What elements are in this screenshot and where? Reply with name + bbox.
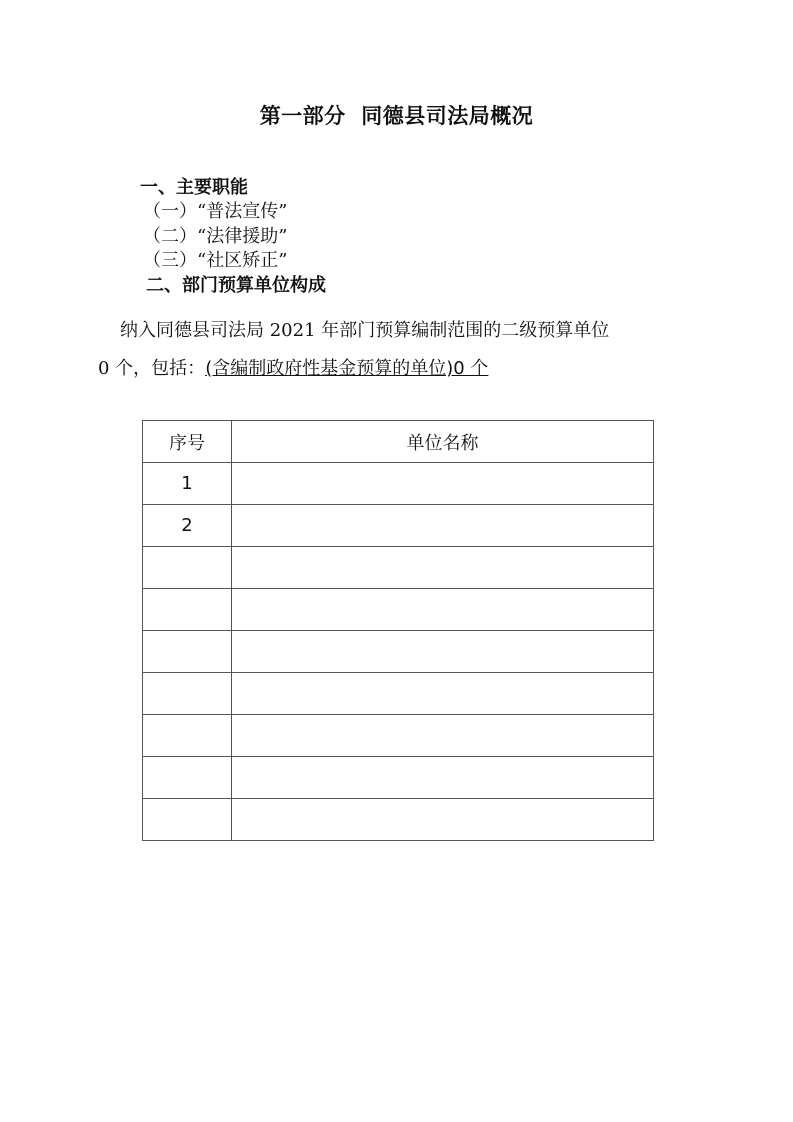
- unit-name-cell: [232, 799, 654, 841]
- row-index-cell: [143, 673, 232, 715]
- table-row: [143, 547, 654, 589]
- paragraph-prefix: 0 个，包括：: [98, 358, 206, 379]
- row-index-cell: [143, 715, 232, 757]
- table-row: [143, 463, 654, 505]
- table-row: [143, 589, 654, 631]
- row-index-cell: [143, 799, 232, 841]
- function-item: （二）“法律援助”: [143, 226, 288, 247]
- row-index-cell: [143, 547, 232, 589]
- paragraph-line: [98, 357, 488, 381]
- row-index-cell: 2: [143, 505, 232, 547]
- page-title: 第一部分 同德县司法局概况: [259, 104, 534, 128]
- unit-name-cell: [232, 463, 654, 505]
- column-header-unit-name: 单位名称: [232, 421, 654, 463]
- table-row: [143, 673, 654, 715]
- unit-name-cell: [232, 757, 654, 799]
- function-item: （三）“社区矫正”: [143, 250, 288, 271]
- budget-unit-table: [142, 420, 654, 841]
- paragraph-underlined-note: (含编制政府性基金预算的单位)0 个: [205, 358, 489, 379]
- table-row: [143, 505, 654, 547]
- function-item: （一）“普法宣传”: [143, 201, 288, 222]
- row-index-cell: 1: [143, 463, 232, 505]
- unit-name-cell: [232, 505, 654, 547]
- table-header-row: [143, 421, 654, 463]
- unit-name-cell: [232, 547, 654, 589]
- row-index-cell: [143, 631, 232, 673]
- column-header-index: 序号: [143, 421, 232, 463]
- unit-name-cell: [232, 715, 654, 757]
- unit-name-cell: [232, 589, 654, 631]
- unit-name-cell: [232, 673, 654, 715]
- section-heading-units: 二、部门预算单位构成: [146, 275, 326, 296]
- section-heading-functions: 一、主要职能: [140, 177, 248, 198]
- table-row: [143, 715, 654, 757]
- table-row: [143, 631, 654, 673]
- table-row: [143, 757, 654, 799]
- paragraph-line: 纳入同德县司法局 2021 年部门预算编制范围的二级预算单位: [120, 320, 610, 341]
- table-row: [143, 799, 654, 841]
- row-index-cell: [143, 757, 232, 799]
- unit-name-cell: [232, 631, 654, 673]
- row-index-cell: [143, 589, 232, 631]
